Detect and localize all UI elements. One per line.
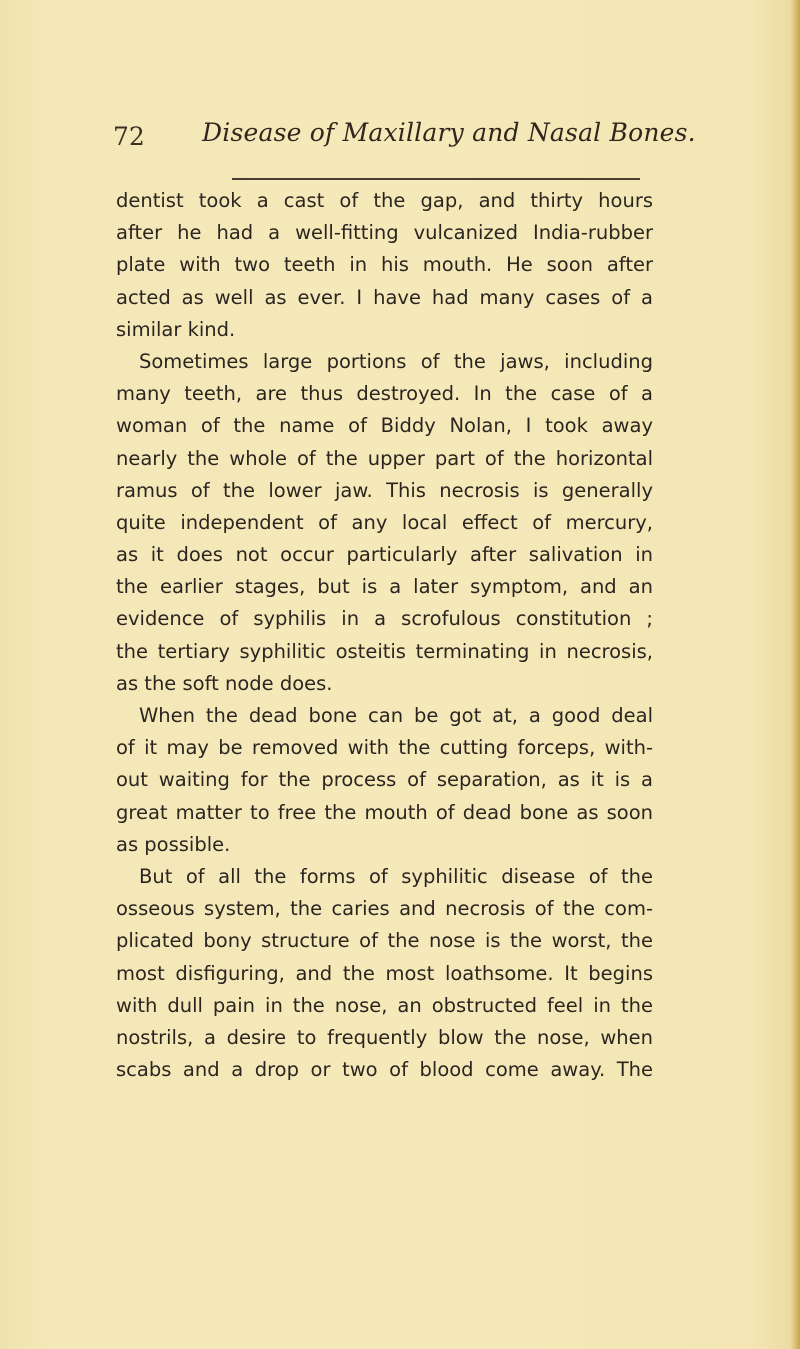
- page-number: 72: [113, 122, 145, 151]
- text-line: plate with two teeth in his mouth. He soon after: [116, 253, 653, 277]
- text-line: out waiting for the process of separation, as it is a: [116, 768, 653, 792]
- text-line: as possible.: [116, 832, 231, 856]
- text-line: osseous system, the caries and necrosis of the com-: [116, 897, 653, 921]
- text-line: Sometimes large portions of the jaws, including: [139, 349, 653, 373]
- text-line: quite independent of any local effect of mercury,: [116, 510, 653, 534]
- text-line: after he had a well-fitting vulcanized India-rubber: [116, 221, 653, 245]
- text-line: great matter to free the mouth of dead bone as soon: [116, 800, 653, 824]
- text-line: scabs and a drop or two of blood come away. The: [116, 1058, 653, 1082]
- text-line: nostrils, a desire to frequently blow the nose, when: [116, 1025, 653, 1049]
- text-line: with dull pain in the nose, an obstructed feel in the: [116, 993, 653, 1017]
- text-line: dentist took a cast of the gap, and thirty hours: [116, 189, 653, 212]
- text-line: plicated bony structure of the nose is the worst, the: [116, 929, 653, 953]
- text-line: of it may be removed with the cutting forceps, with-: [116, 736, 653, 760]
- text-line: the earlier stages, but is a later symptom, and an: [116, 575, 653, 599]
- text-line: as the soft node does.: [116, 671, 333, 695]
- text-line: as it does not occur particularly after salivation in: [116, 543, 653, 567]
- text-line: But of all the forms of syphilitic disease of the: [139, 864, 653, 888]
- page-edge-shadow: [790, 0, 800, 1349]
- text-line: woman of the name of Biddy Nolan, I took away: [116, 414, 653, 438]
- text-line: nearly the whole of the upper part of the horizontal: [116, 446, 653, 470]
- text-line: the tertiary syphilitic osteitis terminating in necrosis,: [116, 639, 653, 663]
- text-line: most disfiguring, and the most loathsome. It begins: [116, 961, 653, 985]
- text-line: similar kind.: [116, 317, 236, 341]
- text-line: acted as well as ever. I have had many cases of a: [116, 285, 653, 309]
- page-header: [0, 118, 800, 168]
- body-text: [116, 185, 653, 1086]
- text-line: ramus of the lower jaw. This necrosis is generally: [116, 478, 653, 502]
- running-title: Disease of Maxillary and Nasal Bones.: [202, 118, 696, 147]
- header-rule: [232, 178, 640, 180]
- text-line: many teeth, are thus destroyed. In the case of a: [116, 382, 653, 406]
- text-line: evidence of syphilis in a scrofulous constitution ;: [116, 607, 653, 631]
- text-line: When the dead bone can be got at, a good deal: [139, 704, 653, 727]
